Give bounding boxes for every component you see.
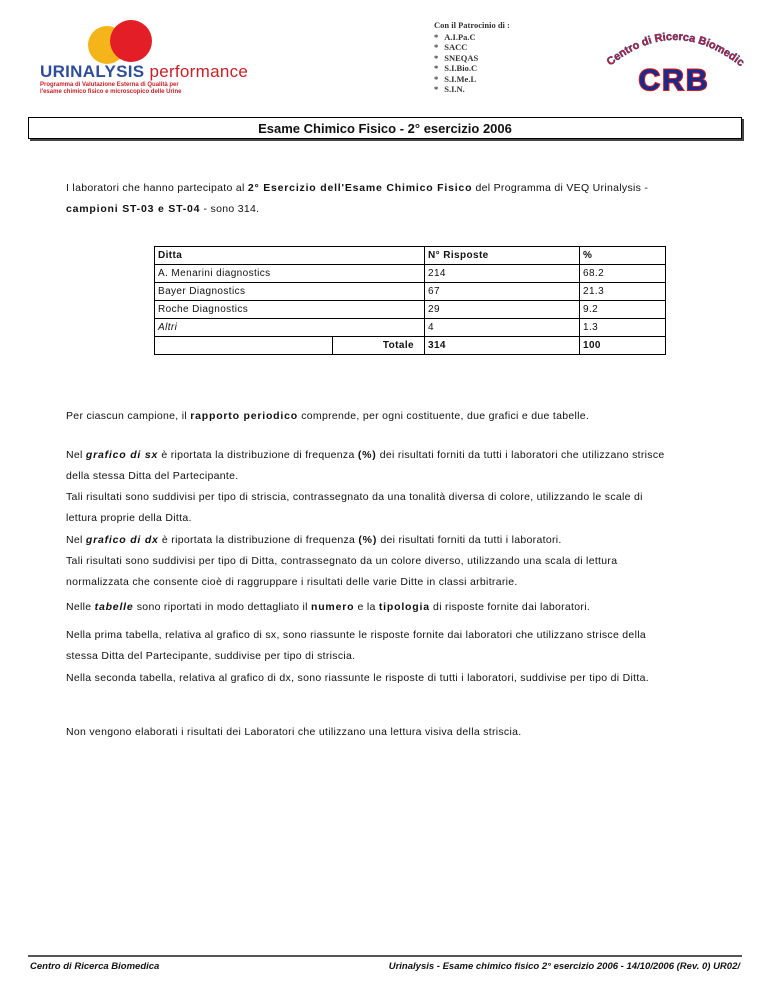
intro-bold-samples: campioni ST-03 e ST-04 [66, 203, 201, 215]
logo-brand-performance: performance [149, 62, 249, 81]
intro-bold-exercise: 2° Esercizio dell'Esame Chimico Fisico [247, 182, 473, 194]
paragraph-graph-dx [66, 530, 736, 593]
p4-bold-tipologia: tipologia [378, 601, 430, 613]
p2-bold-pct: (%) [357, 449, 377, 461]
patronage-title: Con il Patrocinio di : [434, 20, 510, 30]
p2-line: lettura proprie della Ditta. [66, 512, 192, 524]
footer-divider [28, 955, 742, 957]
svg-text:Centro di Ricerca Biomedica [604, 26, 744, 69]
total-label: Totale [333, 337, 425, 355]
paragraph-graph-sx [66, 445, 736, 529]
logo-tagline-line2: l'esame chimico fisico e microscopico delle Urine [40, 89, 182, 95]
p3-line: normalizzata che consente cioè di raggruppare i risultati delle varie Ditte in classi arbitrarie. [66, 576, 518, 588]
p4-bold-numero: numero [311, 601, 355, 613]
total-pct: 100 [580, 337, 666, 355]
paragraph-report [66, 406, 736, 427]
cell-risposte: 4 [425, 319, 580, 337]
p1-text: Per ciascun campione, il [66, 410, 191, 422]
p4-bold-tabelle: tabelle [94, 601, 134, 613]
footer-left: Centro di Ricerca Biomedica [30, 961, 160, 972]
p2-line: della stessa Ditta del Partecipante. [66, 470, 239, 482]
cell-ditta: A. Menarini diagnostics [155, 265, 425, 283]
paragraph-tables [66, 597, 736, 618]
p3-bold-pct: (%) [358, 534, 378, 546]
table-row [155, 319, 666, 337]
patronage-item: * SNEQAS [434, 53, 510, 64]
crb-arc-text: Centro di Ricerca Biomedi [604, 30, 742, 69]
p7-text: Non vengono elaborati i risultati dei Laboratori che utilizzano una lettura visiva della striscia. [66, 726, 522, 738]
patronage-item: * S.I.Bio.C [434, 63, 510, 74]
p1-text: comprende, per ogni costituente, due grafici e due tabelle. [297, 410, 590, 422]
p4-text: Nelle [66, 601, 95, 613]
patronage-item: * S.I.Me.L [434, 74, 510, 85]
patronage-item: * S.I.N. [434, 84, 510, 95]
logo-brand [40, 62, 248, 82]
header-ditta: Ditta [155, 247, 425, 265]
cell-risposte: 214 [425, 265, 580, 283]
logo-brand-urinalysis: URINALYSIS [40, 62, 145, 81]
intro-text: I laboratori che hanno partecipato al [66, 182, 248, 194]
page-title: Esame Chimico Fisico - 2° esercizio 2006 [258, 121, 512, 136]
crb-letters: CRB [638, 64, 710, 96]
p2-text: è riportata la distribuzione di frequenza [158, 449, 358, 461]
patronage-item: * A.I.Pa.C [434, 32, 510, 43]
p4-text: di risposte fornite dai laboratori. [429, 601, 591, 613]
p3-text: dei risultati forniti da tutti i laboratori. [377, 534, 562, 546]
p2-text: dei risultati forniti da tutti i laboratori che utilizzano strisce [376, 449, 665, 461]
p4-text: e la [354, 601, 379, 613]
header-pct: % [580, 247, 666, 265]
p5-line: Nella prima tabella, relativa al grafico di sx, sono riassunte le risposte fornite dai laboratori che utilizzano strisce della [66, 629, 646, 641]
p4-text: sono riportati in modo dettagliato il [133, 601, 311, 613]
urinalysis-logo [40, 18, 249, 95]
results-table [154, 246, 666, 355]
paragraph-first-table [66, 625, 736, 667]
p5-line: stessa Ditta del Partecipante, suddivise per tipo di striscia. [66, 650, 356, 662]
cell-ditta: Altri [155, 319, 425, 337]
p1-bold: rapporto periodico [190, 410, 298, 422]
table-row [155, 265, 666, 283]
patronage-item: * SACC [434, 42, 510, 53]
cell-ditta: Roche Diagnostics [155, 301, 425, 319]
table-row [155, 283, 666, 301]
cell-pct: 68.2 [580, 265, 666, 283]
footer-right: Urinalysis - Esame chimico fisico 2° esercizio 2006 - 14/10/2006 (Rev. 0) UR02/ [388, 961, 740, 972]
logo-tagline-line1: Programma di Valutazione Esterna di Qualità per [40, 82, 179, 88]
p6-text: Nella seconda tabella, relativa al grafico di dx, sono riassunte le risposte di tutti i laboratori, suddivise per tipo di Ditta. [66, 672, 649, 684]
p2-line: Tali risultati sono suddivisi per tipo di striscia, contrassegnato da una tonalità diversa di colore, utilizzando le scale di [66, 491, 643, 503]
crb-logo [604, 26, 744, 96]
p2-bold-graph-sx: grafico di sx [85, 449, 159, 461]
logo-tagline [40, 82, 181, 96]
cell-pct: 21.3 [580, 283, 666, 301]
p3-text: Nel [66, 534, 86, 546]
paragraph-visual-reading [66, 722, 736, 743]
cell-risposte: 67 [425, 283, 580, 301]
logo-red-circle [110, 20, 152, 62]
title-box [28, 117, 742, 139]
p3-text: è riportata la distribuzione di frequenza [158, 534, 359, 546]
table-header-row [155, 247, 666, 265]
p3-line: Tali risultati sono suddivisi per tipo di Ditta, contrassegnato da un colore diverso, utilizzando una scala di lettura [66, 555, 618, 567]
total-risposte: 314 [425, 337, 580, 355]
patronage-list [434, 20, 510, 95]
table-row [155, 301, 666, 319]
cell-empty [155, 337, 333, 355]
intro-text: - sono 314. [200, 203, 260, 215]
paragraph-second-table [66, 668, 736, 689]
crb-logo-graphic [604, 26, 744, 96]
header-risposte: N° Risposte [425, 247, 580, 265]
cell-pct: 1.3 [580, 319, 666, 337]
p2-text: Nel [66, 449, 86, 461]
p3-bold-graph-dx: grafico di dx [85, 534, 159, 546]
table-total-row [155, 337, 666, 355]
cell-pct: 9.2 [580, 301, 666, 319]
cell-risposte: 29 [425, 301, 580, 319]
intro-paragraph [66, 178, 736, 220]
cell-ditta: Bayer Diagnostics [155, 283, 425, 301]
intro-text: del Programma di VEQ Urinalysis - [472, 182, 649, 194]
